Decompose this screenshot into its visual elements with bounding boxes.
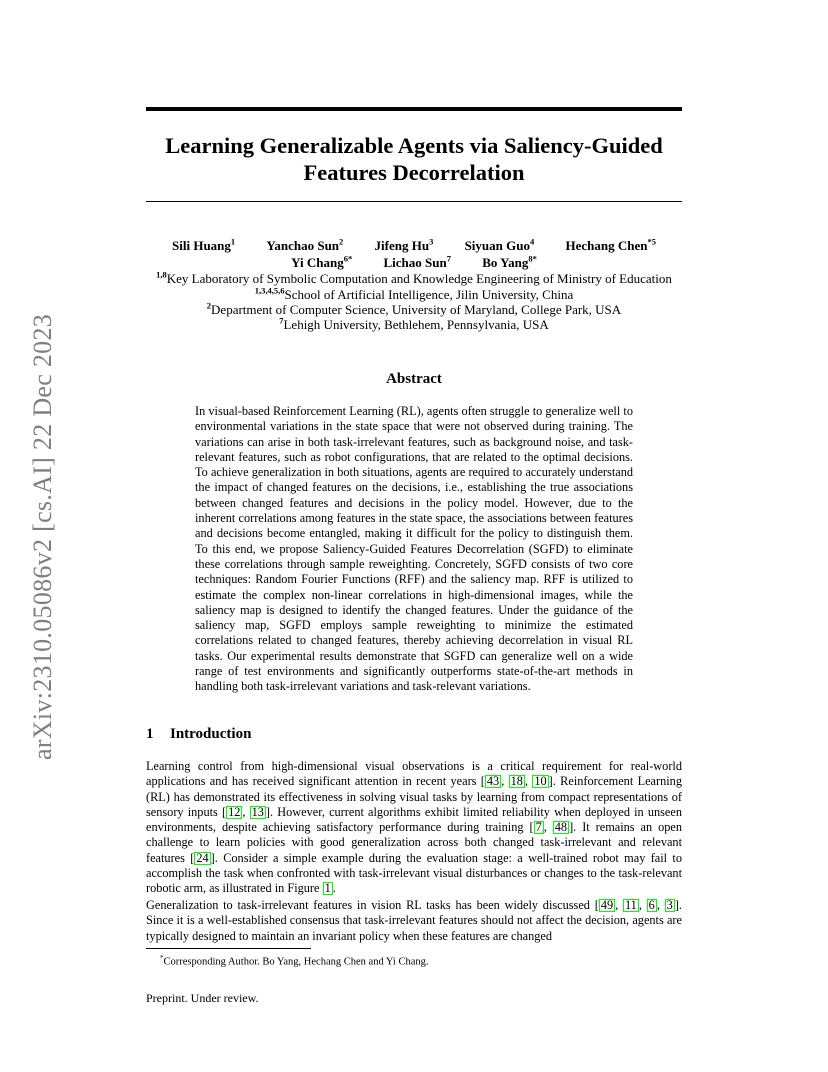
affiliation: $^{1,8}$Key Laboratory of Symbolic Computation and Knowledge Engineering of Ministry of Education [156,269,672,286]
author: Lichao Sun$^7$ [383,253,451,270]
author-row-1 [146,238,682,254]
citation-link[interactable]: 13 [251,804,264,819]
citation-link[interactable]: 6 [648,898,655,912]
footnote-rule [146,948,311,949]
author-row-2 [146,255,682,271]
author: Bo Yang$^{8*}$ [482,253,537,270]
paragraph-2: Generalization to task-irrelevant features in vision RL tasks has been widely discussed [ 49 , 11 , 6 , 3 ]. Since it is a well-established consensus that task-irrelevant features should not affect the decision, agents are typically designed to maintain an invariant policy when these features are changed [146,898,682,943]
paper-title [146,132,682,186]
paragraph-1: Learning control from high-dimensional visual observations is a critical requirement for real-world applications and has received significant attention in recent years [ 43 , 18 , 10 ]. Reinforcement Learning (RL) has demonstrated its effectiveness in solving visual tasks by learning from compact representations of sensory inputs [ 12 , 13 ]. However, current algorithms exhibit limited reliability when deployed in unseen environments, despite achieving satisfactory performance during training [ 7 , 48 ]. It remains an open challenge to learn policies with good generalization across both changed task-irrelevant and relevant features [ 24 ]. Consider a simple example during the evaluation stage: a well-trained robot may fail to accomplish the task when confronted with task-irrelevant visual disturbances or changes to the task-relevant robotic arm, as illustrated in Figure 1 . [146,759,682,896]
citation-link[interactable]: 7 [535,820,542,835]
title-top-rule [146,107,682,111]
affiliation: $^7$Lehigh University, Bethlehem, Pennsylvania, USA [279,315,549,332]
title-line-1: Learning Generalizable Agents via Saliency-Guided [165,133,663,158]
abstract-heading: Abstract [386,371,442,387]
citation-link[interactable]: 11 [624,898,637,912]
citation-link[interactable]: 3 [666,898,673,912]
footnote: *Corresponding Author. Bo Yang, Hechang Chen and Yi Chang. [160,954,429,968]
section-title: Introduction [170,726,252,742]
author: Sili Huang$^1$ [172,236,236,253]
citation-link[interactable]: 18 [510,774,523,789]
title-bottom-rule [146,201,682,202]
author: Jifeng Hu$^3$ [374,236,434,253]
author: Siyuan Guo$^4$ [464,236,535,253]
author: Yanchao Sun$^2$ [266,236,344,253]
section-heading-introduction [146,726,251,743]
citation-link[interactable]: 10 [534,774,547,789]
affiliation: $^2$Department of Computer Science, University of Maryland, College Park, USA [206,300,622,317]
abstract-body: In visual-based Reinforcement Learning (RL), agents often struggle to generalize well to environmental variations in the state space that were not observed during training. The variations can arise in both task-irrelevant features, such as background noise, and task-relevant features, such as robot configurations, that are related to the optimal decisions. To achieve generalization in both situations, agents are required to accurately understand the impact of changed features on the decisions, i.e., establishing the true associations between changed features and decisions in the policy model. However, due to the inherent correlations among features in the state space, the associations between features and decisions become entangled, making it difficult for the policy to distinguish them. To this end, we propose Saliency-Guided Features Decorrelation (SGFD) to eliminate these correlations through sample reweighting. Concretely, SGFD consists of two core techniques: Random Fourier Functions (RFF) and the saliency map. RFF is utilized to estimate the complex non-linear correlations in high-dimensional images, while the saliency map is designed to identify the changed features. Under the guidance of the saliency map, SGFD employs sample reweighting to minimize the estimated correlations related to changed features, thereby achieving decorrelation in visual RL tasks. Our experimental results demonstrate that SGFD can generalize well on a wide range of test environments and significantly outperforms state-of-the-art methods in handling both task-irrelevant variations and task-relevant variations. [195,404,633,694]
author: Yi Chang$^{6*}$ [291,253,353,270]
author: Hechang Chen$^{*5}$ [565,236,656,253]
citation-link[interactable]: 24 [196,850,209,865]
preprint-footer: Preprint. Under review. [146,991,259,1005]
arxiv-sidebar-stamp: arXiv:2310.05086v2 [cs.AI] 22 Dec 2023 [28,313,57,760]
section-number: 1 [146,726,154,742]
figure-link[interactable]: 1 [324,881,331,896]
citation-link[interactable]: 12 [228,804,241,819]
citation-link[interactable]: 49 [600,898,614,912]
title-line-2: Features Decorrelation [303,160,525,185]
citation-link[interactable]: 43 [486,774,500,789]
affiliation: $^{1,3,4,5,6}$School of Artificial Intelligence, Jilin University, China [254,285,574,302]
citation-link[interactable]: 48 [554,820,568,835]
